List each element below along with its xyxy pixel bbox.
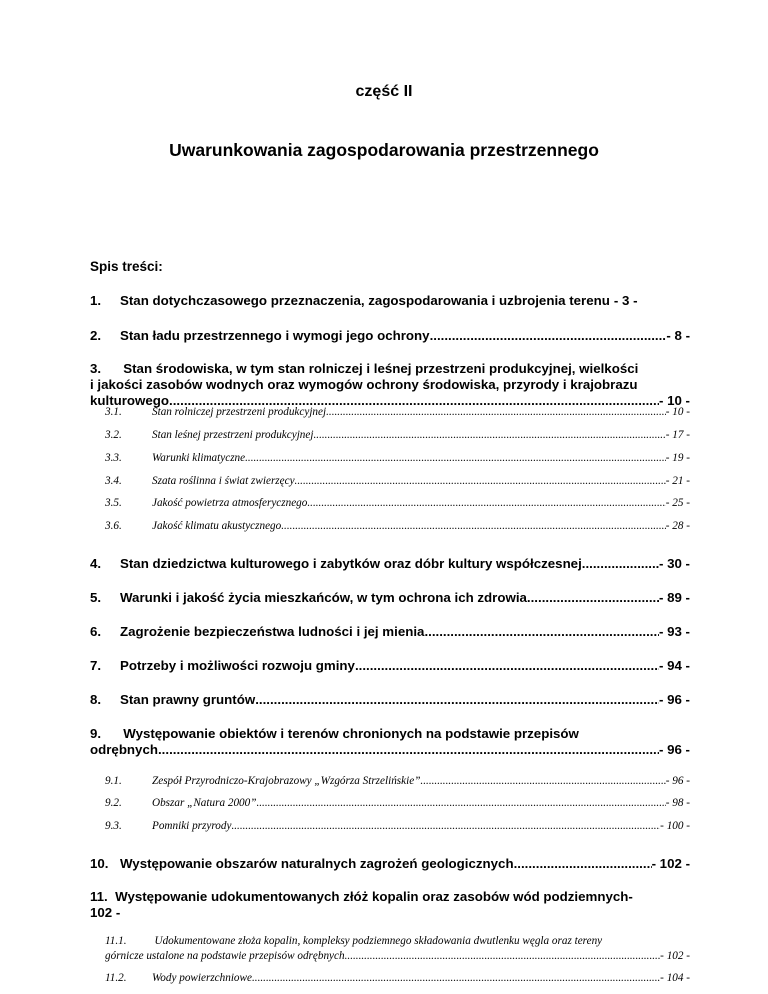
toc-entry-number: 9.1. [105, 775, 122, 787]
toc-entry-9[interactable] [90, 726, 690, 758]
toc-entry-5[interactable] [90, 589, 690, 606]
toc-entry-page: - 98 - [665, 797, 690, 809]
toc-entry-number: 2. [90, 328, 102, 343]
part-title: część II [355, 83, 413, 100]
toc-entry-page: - 8 - [666, 328, 690, 343]
toc-entry-page: - 102 - [660, 950, 690, 962]
dot-leader [307, 497, 665, 509]
toc-entry-8[interactable] [90, 691, 690, 708]
toc-entry-text-line-2: i jakości zasobów wodnych oraz wymogów ochrony środowiska, przyrody i krajobrazu [90, 377, 638, 392]
toc-entry-page: - 104 - [660, 972, 690, 984]
toc-entry-number: 1. [90, 293, 102, 308]
dot-leader [255, 691, 659, 708]
toc-subentry-9-3[interactable] [105, 820, 690, 832]
dot-leader [231, 820, 660, 832]
dot-leader [252, 972, 660, 984]
toc-entry-number: 5. [90, 590, 102, 605]
toc-entry-text-line-2: górnicze ustalone na podstawie przepisów odrębnych. [105, 950, 348, 962]
toc-entry-text: Stan ładu przestrzennego i wymogi jego ochrony [120, 328, 430, 343]
toc-entry-number: 4. [90, 556, 102, 571]
toc-entry-number: 9.2. [105, 797, 122, 809]
toc-entry-number: 11.2. [105, 972, 127, 984]
toc-entry-4[interactable] [90, 555, 690, 572]
dot-leader [281, 520, 666, 532]
toc-entry-number: 6. [90, 624, 102, 639]
toc-entry-page: - 100 - [660, 820, 690, 832]
toc-entry-text-line-2: odrębnych [90, 742, 158, 757]
toc-entry-3[interactable] [90, 361, 690, 409]
toc-entry-text: Występowanie obszarów naturalnych zagrożeń geologicznych [120, 856, 514, 871]
toc-entry-text: Warunki klimatyczne [152, 452, 246, 464]
dot-leader [158, 742, 659, 758]
toc-entry-text: Stan rolniczej przestrzeni produkcyjnej [152, 406, 327, 418]
toc-entry-text: Obszar „Natura 2000” [152, 797, 257, 809]
toc-entry-page: - 21 - [665, 475, 690, 487]
dot-leader [420, 775, 665, 787]
toc-entry-number: 10. [90, 856, 109, 871]
dot-leader [355, 657, 659, 674]
dot-leader [313, 429, 665, 441]
toc-entry-text-line-2: 102 - [90, 905, 121, 920]
toc-subentry-3-4[interactable] [105, 475, 690, 487]
toc-entry-page: - 93 - [658, 624, 690, 639]
toc-entry-text-line-3: kulturowego [90, 393, 170, 408]
toc-entry-text-line-1: 9. Występowanie obiektów i terenów chronionych na podstawie przepisów [90, 726, 579, 741]
toc-entry-text-line-1: 11.1. Udokumentowane złoża kopalin, kompleksy podziemnego składowania dwutlenku węgla oraz tereny [105, 935, 603, 947]
dot-leader [256, 797, 665, 809]
toc-entry-number: 3.6. [105, 520, 122, 532]
toc-entry-6[interactable] [90, 623, 690, 640]
toc-entry-number: 8. [90, 692, 102, 707]
toc-entry-page: - 94 - [658, 658, 690, 673]
toc-entry-number: 3.1. [105, 406, 122, 418]
toc-entry-text: Warunki i jakość życia mieszkańców, w tym ochrona ich zdrowia [120, 590, 527, 605]
toc-entry-11[interactable] [90, 889, 690, 921]
toc-subentry-9-2[interactable] [105, 797, 690, 809]
toc-entry-text: Jakość powietrza atmosferycznego [152, 497, 308, 509]
toc-subentry-3-6[interactable] [105, 520, 690, 532]
toc-entry-page: - 28 - [665, 520, 690, 532]
toc-entry-text: Jakość klimatu akustycznego [152, 520, 282, 532]
dot-leader [527, 589, 659, 606]
toc-entry-text: Potrzeby i możliwości rozwoju gminy [120, 658, 355, 673]
dot-leader [430, 327, 667, 344]
toc-entry-number: 3.3. [105, 452, 122, 464]
toc-entry-10[interactable] [90, 855, 690, 872]
toc-entry-text: Wody powierzchniowe [152, 972, 252, 984]
toc-subentry-3-2[interactable] [105, 429, 690, 441]
toc-entry-number: 9.3. [105, 820, 122, 832]
toc-entry-text: Stan prawny gruntów [120, 692, 256, 707]
toc-entry-7[interactable] [90, 657, 690, 674]
dot-leader [424, 623, 659, 640]
toc-entry-text-line-1: 3. Stan środowiska, w tym stan rolniczej i leśnej przestrzeni produkcyjnej, wielkości [90, 361, 639, 376]
toc-subentry-3-1[interactable] [105, 406, 690, 418]
toc-entry-text: Stan dotychczasowego przeznaczenia, zagospodarowania i uzbrojenia terenu [120, 293, 610, 308]
toc-entry-page: - 89 - [658, 590, 690, 605]
toc-subentry-11-1[interactable] [105, 934, 690, 964]
toc-subentry-9-1[interactable] [105, 775, 690, 787]
toc-entry-text: Stan leśnej przestrzeni produkcyjnej [152, 429, 314, 441]
dot-leader [514, 855, 652, 872]
toc-entry-text: Stan dziedzictwa kulturowego i zabytków oraz dóbr kultury współczesnej [120, 556, 582, 571]
toc-entry-number: 3.5. [105, 497, 122, 509]
toc-entry-page: - 96 - [665, 775, 690, 787]
toc-heading: Spis treści: [90, 259, 163, 274]
document-title: Uwarunkowania zagospodarowania przestrzennego [169, 140, 599, 160]
toc-entry-text: Pomniki przyrody [152, 820, 232, 832]
toc-subentry-3-3[interactable] [105, 452, 690, 464]
toc-entry-page: - 30 - [658, 556, 690, 571]
toc-subentry-11-2[interactable] [105, 972, 690, 984]
toc-entry-page: - 19 - [665, 452, 690, 464]
dot-leader [295, 475, 666, 487]
dot-leader [245, 452, 666, 464]
toc-entry-text-line-1: 11. Występowanie udokumentowanych złóż kopalin oraz zasobów wód podziemnych- [90, 889, 633, 904]
toc-entry-page: - 102 - [651, 856, 690, 871]
toc-entry-number: 3.2. [105, 429, 122, 441]
toc-entry-page: - 25 - [665, 497, 690, 509]
toc-entry-page: - 96 - [658, 692, 690, 707]
toc-entry-text: Zespół Przyrodniczo-Krajobrazowy „Wzgórza Strzelińskie” [152, 775, 421, 787]
toc-entry-1[interactable] [90, 292, 690, 309]
toc-entry-number: 7. [90, 658, 102, 673]
toc-subentry-3-5[interactable] [105, 497, 690, 509]
toc-entry-page: - 3 - [613, 293, 638, 308]
toc-entry-number: 3.4. [105, 475, 122, 487]
toc-entry-page: - 96 - [658, 742, 690, 757]
toc-entry-page: - 10 - [665, 406, 690, 418]
toc-entry-2[interactable] [90, 327, 690, 344]
dot-leader [326, 406, 666, 418]
toc-entry-text: Szata roślinna i świat zwierzęcy [152, 475, 295, 487]
toc-entry-page: - 10 - [658, 393, 690, 408]
dot-leader [582, 555, 659, 572]
toc-entry-page: - 17 - [665, 429, 690, 441]
dot-leader [347, 949, 660, 964]
toc-entry-text: Zagrożenie bezpieczeństwa ludności i jej mienia [120, 624, 425, 639]
